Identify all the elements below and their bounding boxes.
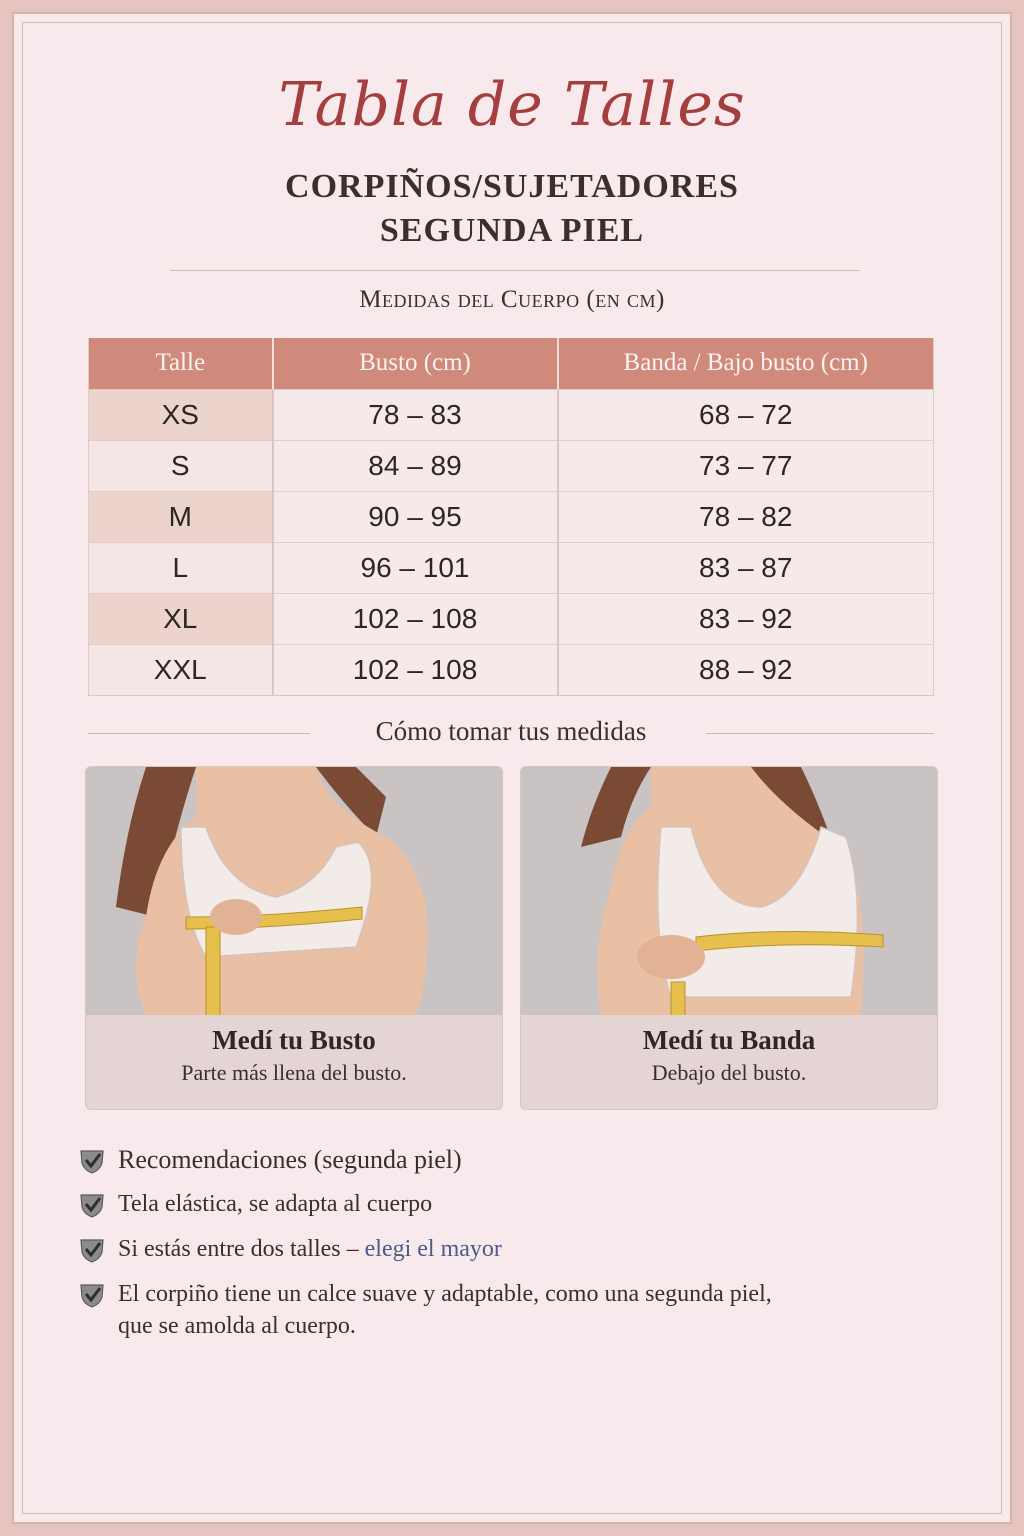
band-card-caption (521, 1015, 937, 1110)
divider (170, 270, 860, 271)
bust-measure-card (85, 766, 503, 1110)
recommendation-2-accent: elegi el mayor (364, 1236, 502, 1262)
check-shield-icon (78, 1191, 106, 1219)
header-banda: Banda / Bajo busto (cm) (558, 338, 934, 389)
subtitle-line-2: SEGUNDA PIEL (379, 212, 645, 249)
check-shield-icon (78, 1236, 106, 1264)
bust-illustration (86, 767, 503, 1017)
band-card-subtitle: Debajo del busto. (651, 1060, 807, 1085)
subtitle-line-1: CORPIÑOS/SUJETADORES (285, 168, 739, 205)
recommendation-3-line-1: El corpiño tiene un calce suave y adaptable, como una segunda piel, (118, 1281, 772, 1307)
measures-label: Medidas del Cuerpo (en cm) (359, 286, 665, 313)
banda-cell: 68 – 72 (558, 389, 934, 440)
recommendation-3-line-2: que se amolda al cuerpo. (118, 1313, 356, 1339)
busto-cell: 96 – 101 (273, 542, 558, 593)
table-row (89, 491, 934, 542)
table-header-row (89, 338, 934, 389)
header-busto: Busto (cm) (273, 338, 558, 389)
bust-card-subtitle: Parte más llena del busto. (181, 1060, 407, 1085)
busto-cell: 78 – 83 (273, 389, 558, 440)
how-to-heading (88, 716, 934, 750)
size-cell: XXL (89, 644, 273, 695)
recommendation-1: Tela elástica, se adapta al cuerpo (118, 1191, 433, 1217)
size-cell: XL (89, 593, 273, 644)
table-row (89, 440, 934, 491)
size-cell: L (89, 542, 273, 593)
table-row (89, 389, 934, 440)
banda-cell: 78 – 82 (558, 491, 934, 542)
size-table (88, 338, 934, 696)
check-shield-icon (78, 1281, 106, 1309)
recommendation-2 (118, 1233, 502, 1265)
banda-cell: 83 – 92 (558, 593, 934, 644)
list-item (78, 1233, 502, 1265)
recommendation-2-prefix: Si estás entre dos talles – (118, 1236, 365, 1262)
table-row (89, 542, 934, 593)
table-row (89, 644, 934, 695)
how-to-text: Cómo tomar tus medidas (375, 716, 647, 746)
check-shield-icon (78, 1147, 106, 1175)
busto-cell: 84 – 89 (273, 440, 558, 491)
size-cell: M (89, 491, 273, 542)
band-measure-card (520, 766, 938, 1110)
list-item (78, 1278, 772, 1342)
size-cell: S (89, 440, 273, 491)
list-item (78, 1144, 462, 1176)
band-illustration (521, 767, 938, 1017)
bust-card-caption (86, 1015, 502, 1110)
table-row (89, 593, 934, 644)
band-card-title: Medí tu Banda (642, 1025, 816, 1055)
recommendations-heading: Recomendaciones (segunda piel) (118, 1145, 462, 1174)
busto-cell: 102 – 108 (273, 593, 558, 644)
banda-cell: 73 – 77 (558, 440, 934, 491)
banda-cell: 88 – 92 (558, 644, 934, 695)
bust-card-title: Medí tu Busto (212, 1025, 376, 1055)
header-talle: Talle (89, 338, 273, 389)
size-cell: XS (89, 389, 273, 440)
recommendation-3 (118, 1278, 772, 1342)
busto-cell: 102 – 108 (273, 644, 558, 695)
list-item (78, 1188, 432, 1220)
banda-cell: 83 – 87 (558, 542, 934, 593)
page-title: Tabla de Talles (278, 70, 746, 140)
busto-cell: 90 – 95 (273, 491, 558, 542)
